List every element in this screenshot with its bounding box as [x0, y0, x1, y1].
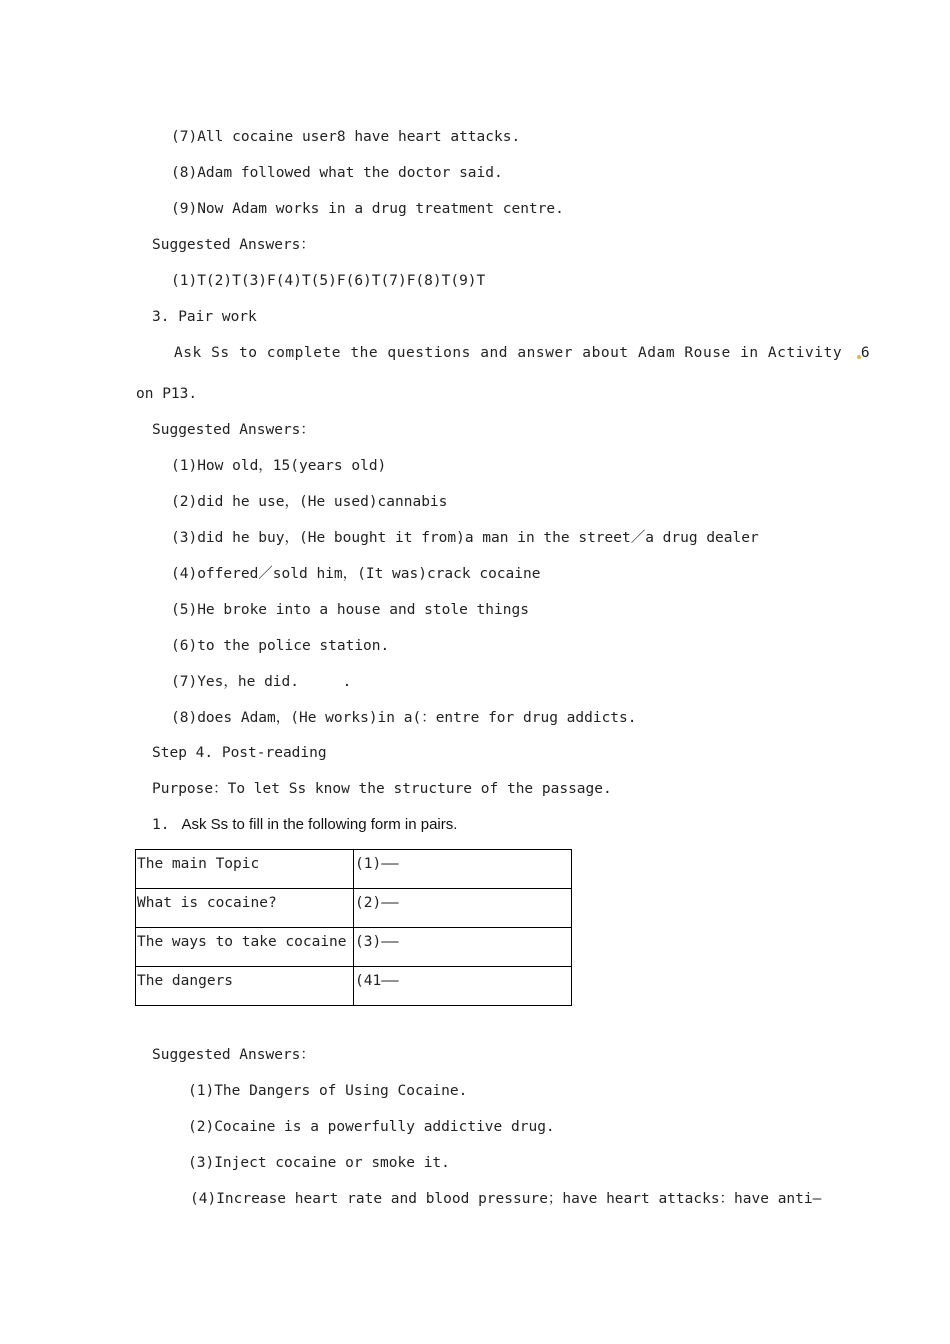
form-answer-1: (1)The Dangers of Using Cocaine.: [188, 1083, 468, 1099]
suggested-answers-label-1: Suggested Answers：: [152, 237, 315, 253]
table-row: [136, 889, 572, 928]
statement-9: (9)Now Adam works in a drug treatment centre.: [171, 201, 564, 217]
pair-answer-4: (4)offered／sold him，(It was)crack cocaine: [171, 566, 541, 582]
statement-7: (7)All cocaine user8 have heart attacks.: [171, 129, 521, 145]
form-value-cell: (2)——: [354, 889, 572, 928]
form-value-cell: (1)——: [354, 850, 572, 889]
pair-answer-2: (2)did he use，(He used)cannabis: [171, 494, 448, 510]
pair-work-heading: 3. Pair work: [152, 309, 257, 325]
table-row: [136, 928, 572, 967]
form-label-cell: What is cocaine?: [136, 889, 354, 928]
pair-answer-6: (6)to the police station.: [171, 638, 390, 654]
step-4-heading: Step 4. Post-reading: [152, 745, 327, 761]
pair-answer-1: (1)How old，15(years old): [171, 458, 387, 474]
form-value-cell: (3)——: [354, 928, 572, 967]
statement-8: (8)Adam followed what the doctor said.: [171, 165, 503, 181]
suggested-answers-label-3: Suggested Answers：: [152, 1047, 315, 1063]
form-label-cell: The dangers: [136, 967, 354, 1006]
pair-answer-3: (3)did he buy，(He bought it from)a man in the street／a drug dealer: [171, 530, 759, 546]
pair-work-text: Ask Ss to complete the questions and answer about Adam Rouse in Activity: [174, 345, 843, 361]
pair-answer-7: (7)Yes，he did. .: [171, 674, 352, 690]
task-1-number: 1.: [152, 817, 170, 833]
table-row: [136, 850, 572, 889]
true-false-answers: (1)T(2)T(3)F(4)T(5)F(6)T(7)F(8)T(9)T: [171, 273, 486, 289]
structure-form-table: [135, 849, 572, 1006]
task-1-text: Ask Ss to fill in the following form in pairs.: [181, 816, 458, 833]
form-value-cell: (41——: [354, 967, 572, 1006]
form-answer-3: (3)Inject cocaine or smoke it.: [188, 1155, 450, 1171]
pair-answer-5: (5)He broke into a house and stole things: [171, 602, 529, 618]
purpose-line: Purpose：To let Ss know the structure of the passage.: [152, 781, 612, 797]
pair-answer-8: (8)does Adam，(He works)in a(：entre for drug addicts.: [171, 710, 637, 726]
pair-work-instruction-cont: on P13.: [136, 386, 198, 402]
table-row: [136, 967, 572, 1006]
form-answer-2: (2)Cocaine is a powerfully addictive drug.: [188, 1119, 555, 1135]
task-1-line: [152, 815, 457, 835]
suggested-answers-label-2: Suggested Answers：: [152, 422, 315, 438]
pair-work-instruction: [174, 343, 870, 363]
form-label-cell: The main Topic: [136, 850, 354, 889]
form-label-cell: The ways to take cocaine: [136, 928, 354, 967]
form-answer-4: (4)Increase heart rate and blood pressure；have heart attacks：have anti—: [190, 1191, 822, 1207]
activity-number: 6: [860, 345, 870, 361]
